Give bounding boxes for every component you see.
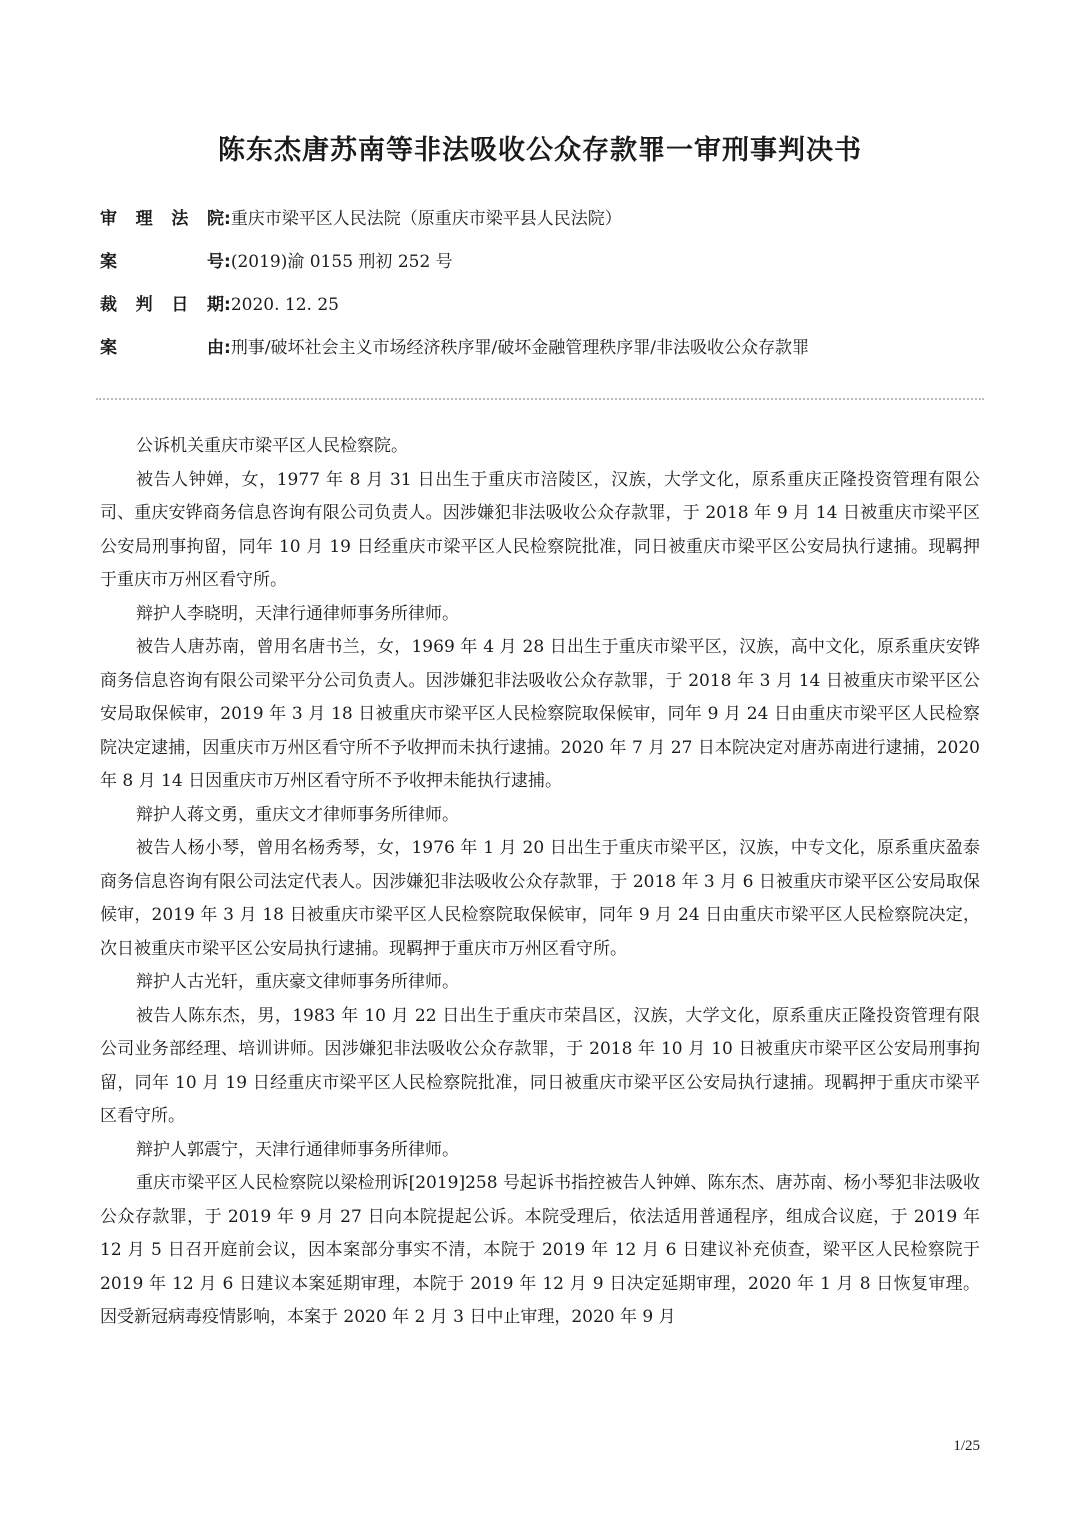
paragraph-defender-jiang: 辩护人蒋文勇，重庆文才律师事务所律师。 xyxy=(136,804,459,825)
paragraph-prosecutor: 公诉机关重庆市梁平区人民检察院。 xyxy=(136,436,408,456)
meta-row-case-number: 案 号 : (2019)渝 0155 刑初 252 号 xyxy=(100,247,980,290)
document-body xyxy=(100,430,980,1335)
meta-value-judgment-date: 2020. 12. 25 xyxy=(230,295,339,315)
meta-value-court: 重庆市梁平区人民法院（原重庆市梁平县人民法院） xyxy=(230,209,622,229)
dotted-divider xyxy=(96,398,984,400)
meta-row-judgment-date: 裁 判 日 期 : 2020. 12. 25 xyxy=(100,290,980,333)
paragraph-defender-guo: 辩护人郭震宁，天津行通律师事务所律师。 xyxy=(136,1139,459,1160)
paragraph-procedure: 重庆市梁平区人民检察院以梁检刑诉[2019]258 号起诉书指控被告人钟婵、陈东杰、唐苏南、杨小琴犯非法吸收公众存款罪，于 2019 年 9 月 27 日向本院提起公诉。本院受理后，依法适用普通程序，组成合议庭，于 2019 年 12 月 5 日召开庭前会议，因本案部分事实不清，本院于 2019 年 12 月 6 日建议补充侦查，梁平区人民检察院于 2019 年 12 月 6 日建议本案延期审理，本院于 2019 年 12 月 9 日决定延期审理，2020 年 1 月 8 日恢复审理。因受新冠病毒疫情影响，本案于 2020 年 2 月 3 日中止审理，2020 年 9 月 xyxy=(100,1173,980,1327)
meta-label-cause: 案 由 xyxy=(100,338,224,358)
meta-row-cause: 案 由 : 刑事/破坏社会主义市场经济秩序罪/破坏金融管理秩序罪/非法吸收公众存款罪 xyxy=(100,333,980,376)
meta-label-case-number: 案 号 xyxy=(100,252,224,272)
paragraph-defender-li: 辩护人李晓明，天津行通律师事务所律师。 xyxy=(136,603,459,624)
case-meta xyxy=(100,204,980,376)
document-title: 陈东杰唐苏南等非法吸收公众存款罪一审刑事判决书 xyxy=(218,135,862,166)
paragraph-defendant-chen: 被告人陈东杰，男，1983 年 10 月 22 日出生于重庆市荣昌区，汉族，大学文化，原系重庆正隆投资管理有限公司业务部经理、培训讲师。因涉嫌犯非法吸收公众存款罪，于 2018 年 10 月 10 日被重庆市梁平区公安局刑事拘留，同年 10 月 19 日经重庆市梁平区人民检察院批准，同日被重庆市梁平区公安局执行逮捕。现羁押于重庆市梁平区看守所。 xyxy=(100,1005,980,1126)
paragraph-defendant-tang: 被告人唐苏南，曾用名唐书兰，女，1969 年 4 月 28 日出生于重庆市梁平区，汉族，高中文化，原系重庆安铧商务信息咨询有限公司梁平分公司负责人。因涉嫌犯非法吸收公众存款罪，于 2018 年 3 月 14 日被重庆市梁平区公安局取保候审，2019 年 3 月 18 日被重庆市梁平区人民检察院取保候审，同年 9 月 24 日由重庆市梁平区人民检察院决定逮捕，因重庆市万州区看守所不予收押而未执行逮捕。2020 年 7 月 27 日本院决定对唐苏南进行逮捕，2020 年 8 月 14 日因重庆市万州区看守所不予收押未能执行逮捕。 xyxy=(100,637,980,791)
paragraph-defendant-yang: 被告人杨小琴，曾用名杨秀琴，女，1976 年 1 月 20 日出生于重庆市梁平区，汉族，中专文化，原系重庆盈泰商务信息咨询有限公司法定代表人。因涉嫌犯非法吸收公众存款罪，于 2018 年 3 月 6 日被重庆市梁平区公安局取保候审，2019 年 3 月 18 日被重庆市梁平区人民检察院取保候审，同年 9 月 24 日由重庆市梁平区人民检察院决定，次日被重庆市梁平区公安局执行逮捕。现羁押于重庆市万州区看守所。 xyxy=(100,838,980,959)
meta-value-cause: 刑事/破坏社会主义市场经济秩序罪/破坏金融管理秩序罪/非法吸收公众存款罪 xyxy=(230,338,809,358)
paragraph-defender-gu: 辩护人古光轩，重庆豪文律师事务所律师。 xyxy=(136,972,459,992)
paragraph-defendant-zhong: 被告人钟婵，女，1977 年 8 月 31 日出生于重庆市涪陵区，汉族，大学文化，原系重庆正隆投资管理有限公司、重庆安铧商务信息咨询有限公司负责人。因涉嫌犯非法吸收公众存款罪，于 2018 年 9 月 14 日被重庆市梁平区公安局刑事拘留，同年 10 月 19 日经重庆市梁平区人民检察院批准，同日被重庆市梁平区公安局执行逮捕。现羁押于重庆市万州区看守所。 xyxy=(100,469,980,590)
page-number: 1/25 xyxy=(953,1438,980,1454)
meta-value-case-number: (2019)渝 0155 刑初 252 号 xyxy=(230,252,453,272)
meta-label-judgment-date: 裁 判 日 期 xyxy=(100,295,224,315)
meta-row-court: 审 理 法 院 : 重庆市梁平区人民法院（原重庆市梁平县人民法院） xyxy=(100,204,980,247)
meta-label-court: 审 理 法 院 xyxy=(100,209,224,229)
